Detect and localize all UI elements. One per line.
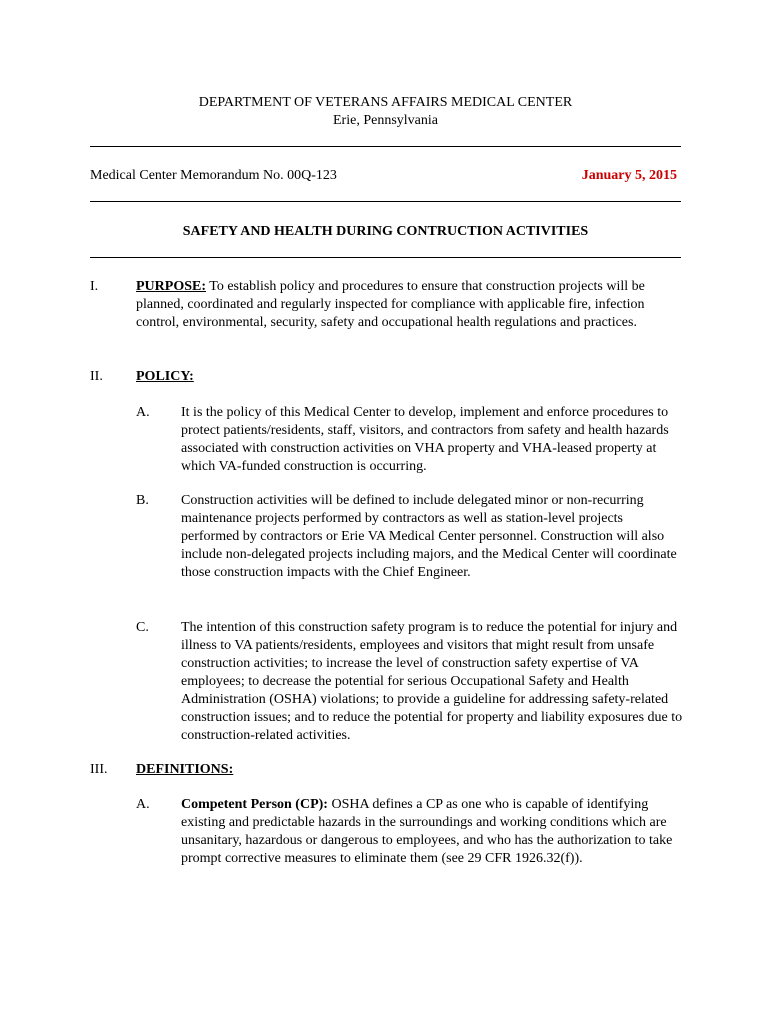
section-numeral-definitions: III. (90, 762, 108, 777)
document-title: SAFETY AND HEALTH DURING CONTRUCTION ACTIVITIES (182, 224, 589, 239)
purpose-paragraph (136, 278, 684, 332)
purpose-text: To establish policy and procedures to ensure that construction projects will be planned, coordinated and regularly inspected for compliance with applicable fire, infection control, environmental, security, safety and occupational health regulations and practices. (136, 279, 645, 330)
purpose-heading: PURPOSE: (136, 279, 206, 294)
divider-top (90, 146, 681, 147)
definition-item (181, 796, 684, 868)
header-org: DEPARTMENT OF VETERANS AFFAIRS MEDICAL CENTER (198, 95, 573, 110)
policy-item-letter: C. (136, 620, 149, 635)
definition-item-letter: A. (136, 797, 150, 812)
memo-number: Medical Center Memorandum No. 00Q-123 (90, 168, 337, 183)
policy-item-text: The intention of this construction safety program is to reduce the potential for injury and illness to VA patients/residents, employees and visitors that might result from unsafe construction activities; to increase the level of construction safety expertise of VA employees; to decrease the potential for serious Occupational Safety and Health Administration (OSHA) violations; to provide a guideline for addressing safety-related construction issues; and to reduce the potential for property and liability exposures due to construction-related activities. (181, 620, 683, 743)
memo-date: January 5, 2015 (581, 168, 677, 183)
policy-item-letter: B. (136, 493, 149, 508)
policy-item-letter: A. (136, 405, 150, 420)
header-location: Erie, Pennsylvania (333, 113, 438, 128)
policy-item-text: Construction activities will be defined to include delegated minor or non-recurring maintenance projects performed by contractors as well as station-level projects performed by contractors or Erie VA Medical Center personnel. Construction will also include non-delegated projects including majors, and the Medical Center will coordinate those construction impacts with the Chief Engineer. (181, 493, 677, 580)
definitions-heading: DEFINITIONS: (136, 762, 234, 777)
section-numeral-policy: II. (90, 369, 103, 384)
policy-item-text: It is the policy of this Medical Center to develop, implement and enforce procedures to protect patients/residents, staff, visitors, and contractors from safety and health hazards associated with construction activities on VHA property and VHA-leased property at which VA-funded construction is occurring. (181, 405, 669, 474)
divider-bottom (90, 257, 681, 258)
definition-text: OSHA defines a CP as one who is capable of identifying existing and predictable hazards in the surroundings and working conditions which are unsanitary, hazardous or dangerous to employees, and who has the authorization to take prompt corrective measures to eliminate them (see 29 CFR 1926.32(f)). (181, 797, 673, 866)
section-numeral-purpose: I. (90, 279, 99, 294)
divider-middle (90, 201, 681, 202)
definition-term: Competent Person (CP): (181, 797, 328, 812)
policy-heading: POLICY: (136, 369, 194, 384)
